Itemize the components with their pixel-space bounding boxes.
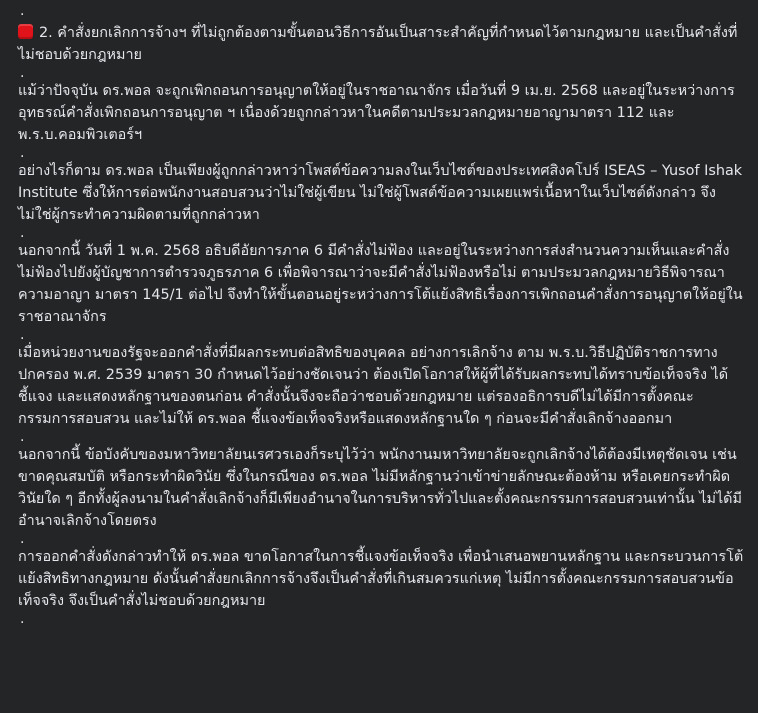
point-heading-text: 2. คำสั่งยกเลิกการจ้างฯ ที่ไม่ถูกต้องตามขั้นตอนวิธีการอันเป็นสาระสำคัญที่กำหนดไว้ตามกฎหมาย และเป็นคำสั่งที่ไม่ชอบด้วยกฎหมาย xyxy=(18,25,738,63)
separator-dot: . xyxy=(20,531,25,547)
separator-dot: . xyxy=(20,65,25,81)
separator-dot: . xyxy=(20,611,25,627)
post-body xyxy=(18,0,746,626)
separator-dot: . xyxy=(20,3,25,19)
paragraph-1: แม้ว่าปัจจุบัน ดร.พอล จะถูกเพิกถอนการอนุญาตให้อยู่ในราชอาณาจักร เมื่อวันที่ 9 เม.ย. 2568 และอยู่ในระหว่างการอุทธรณ์คำสั่งเพิกถอนการอนุญาต ฯ เนื่องด้วยถูกกล่าวหาในคดีตามประมวลกฎหมายอาญามาตรา 112 และ พ.ร.บ.คอมพิวเตอร์ฯ xyxy=(18,83,735,143)
separator-dot: . xyxy=(20,327,25,343)
point-heading xyxy=(18,22,746,66)
separator-dot: . xyxy=(20,225,25,241)
paragraph-3: นอกจากนี้ วันที่ 1 พ.ค. 2568 อธิบดีอัยการภาค 6 มีคำสั่งไม่ฟ้อง และอยู่ในระหว่างการส่งสำนวนความเห็นและคำสั่งไม่ฟ้องไปยังผู้บัญชาการตำรวจภูธรภาค 6 เพื่อพิจารณาว่าจะมีคำสั่งไม่ฟ้องหรือไม่ ตามประมวลกฎหมายวิธีพิจารณาความอาญา มาตรา 145/1 ต่อไป จึงทำให้ขั้นตอนอยู่ระหว่างการโต้แย้งสิทธิเรื่องการเพิกถอนคำสั่งการอนุญาตให้อยู่ในราชอาณาจักร xyxy=(18,243,743,325)
red-square-icon xyxy=(18,24,33,39)
separator-dot: . xyxy=(20,145,25,161)
paragraph-2: อย่างไรก็ตาม ดร.พอล เป็นเพียงผู้ถูกกล่าวหาว่าโพสต์ข้อความลงในเว็บไซต์ของประเทศสิงคโปร์ ISEAS – Yusof Ishak Institute ซึ่งให้การต่อพนักงานสอบสวนว่าไม่ใช่ผู้เขียน ไม่ใช่ผู้โพสต์ข้อความเผยแพร่เนื้อหาในเว็บไซต์ดังกล่าว จึงไม่ใช่ผู้กระทำความผิดตามที่ถูกกล่าวหา xyxy=(18,163,743,223)
separator-dot: . xyxy=(20,429,25,445)
paragraph-5: นอกจากนี้ ข้อบังคับของมหาวิทยาลัยนเรศวรเองก็ระบุไว้ว่า พนักงานมหาวิทยาลัยจะถูกเลิกจ้างได้ต้องมีเหตุชัดเจน เช่น ขาดคุณสมบัติ หรือกระทำผิดวินัย ซึ่งในกรณีของ ดร.พอล ไม่มีหลักฐานว่าเข้าข่ายลักษณะต้องห้าม หรือเคยกระทำผิดวินัยใด ๆ อีกทั้งผู้ลงนามในคำสั่งเลิกจ้างก็มีเพียงอำนาจในการบริหารทั่วไปและตั้งคณะกรรมการสอบสวนเท่านั้น ไม่ได้มีอำนาจเลิกจ้างโดยตรง xyxy=(18,447,743,529)
paragraph-6: การออกคำสั่งดังกล่าวทำให้ ดร.พอล ขาดโอกาสในการชี้แจงข้อเท็จจริง เพื่อนำเสนอพยานหลักฐาน และกระบวนการโต้แย้งสิทธิทางกฎหมาย ดังนั้นคำสั่งยกเลิกการจ้างจึงเป็นคำสั่งที่เกินสมควรแก่เหตุ ไม่มีการตั้งคณะกรรมการสอบสวนข้อเท็จจริง จึงเป็นคำสั่งไม่ชอบด้วยกฎหมาย xyxy=(18,549,744,609)
paragraph-4: เมื่อหน่วยงานของรัฐจะออกคำสั่งที่มีผลกระทบต่อสิทธิของบุคคล อย่างการเลิกจ้าง ตาม พ.ร.บ.วิธีปฏิบัติราชการทางปกครอง พ.ศ. 2539 มาตรา 30 กำหนดไว้อย่างชัดเจนว่า ต้องเปิดโอกาสให้ผู้ที่ได้รับผลกระทบได้ทราบข้อเท็จจริง ได้ชี้แจง และแสดงหลักฐานของตนก่อน คำสั่งนั้นจึงจะถือว่าชอบด้วยกฎหมาย แต่รองอธิการบดีไม่ได้มีการตั้งคณะกรรมการสอบสวน และไม่ให้ ดร.พอล ชี้แจงข้อเท็จจริงหรือแสดงหลักฐานใด ๆ ก่อนจะมีคำสั่งเลิกจ้างออกมา xyxy=(18,345,729,427)
